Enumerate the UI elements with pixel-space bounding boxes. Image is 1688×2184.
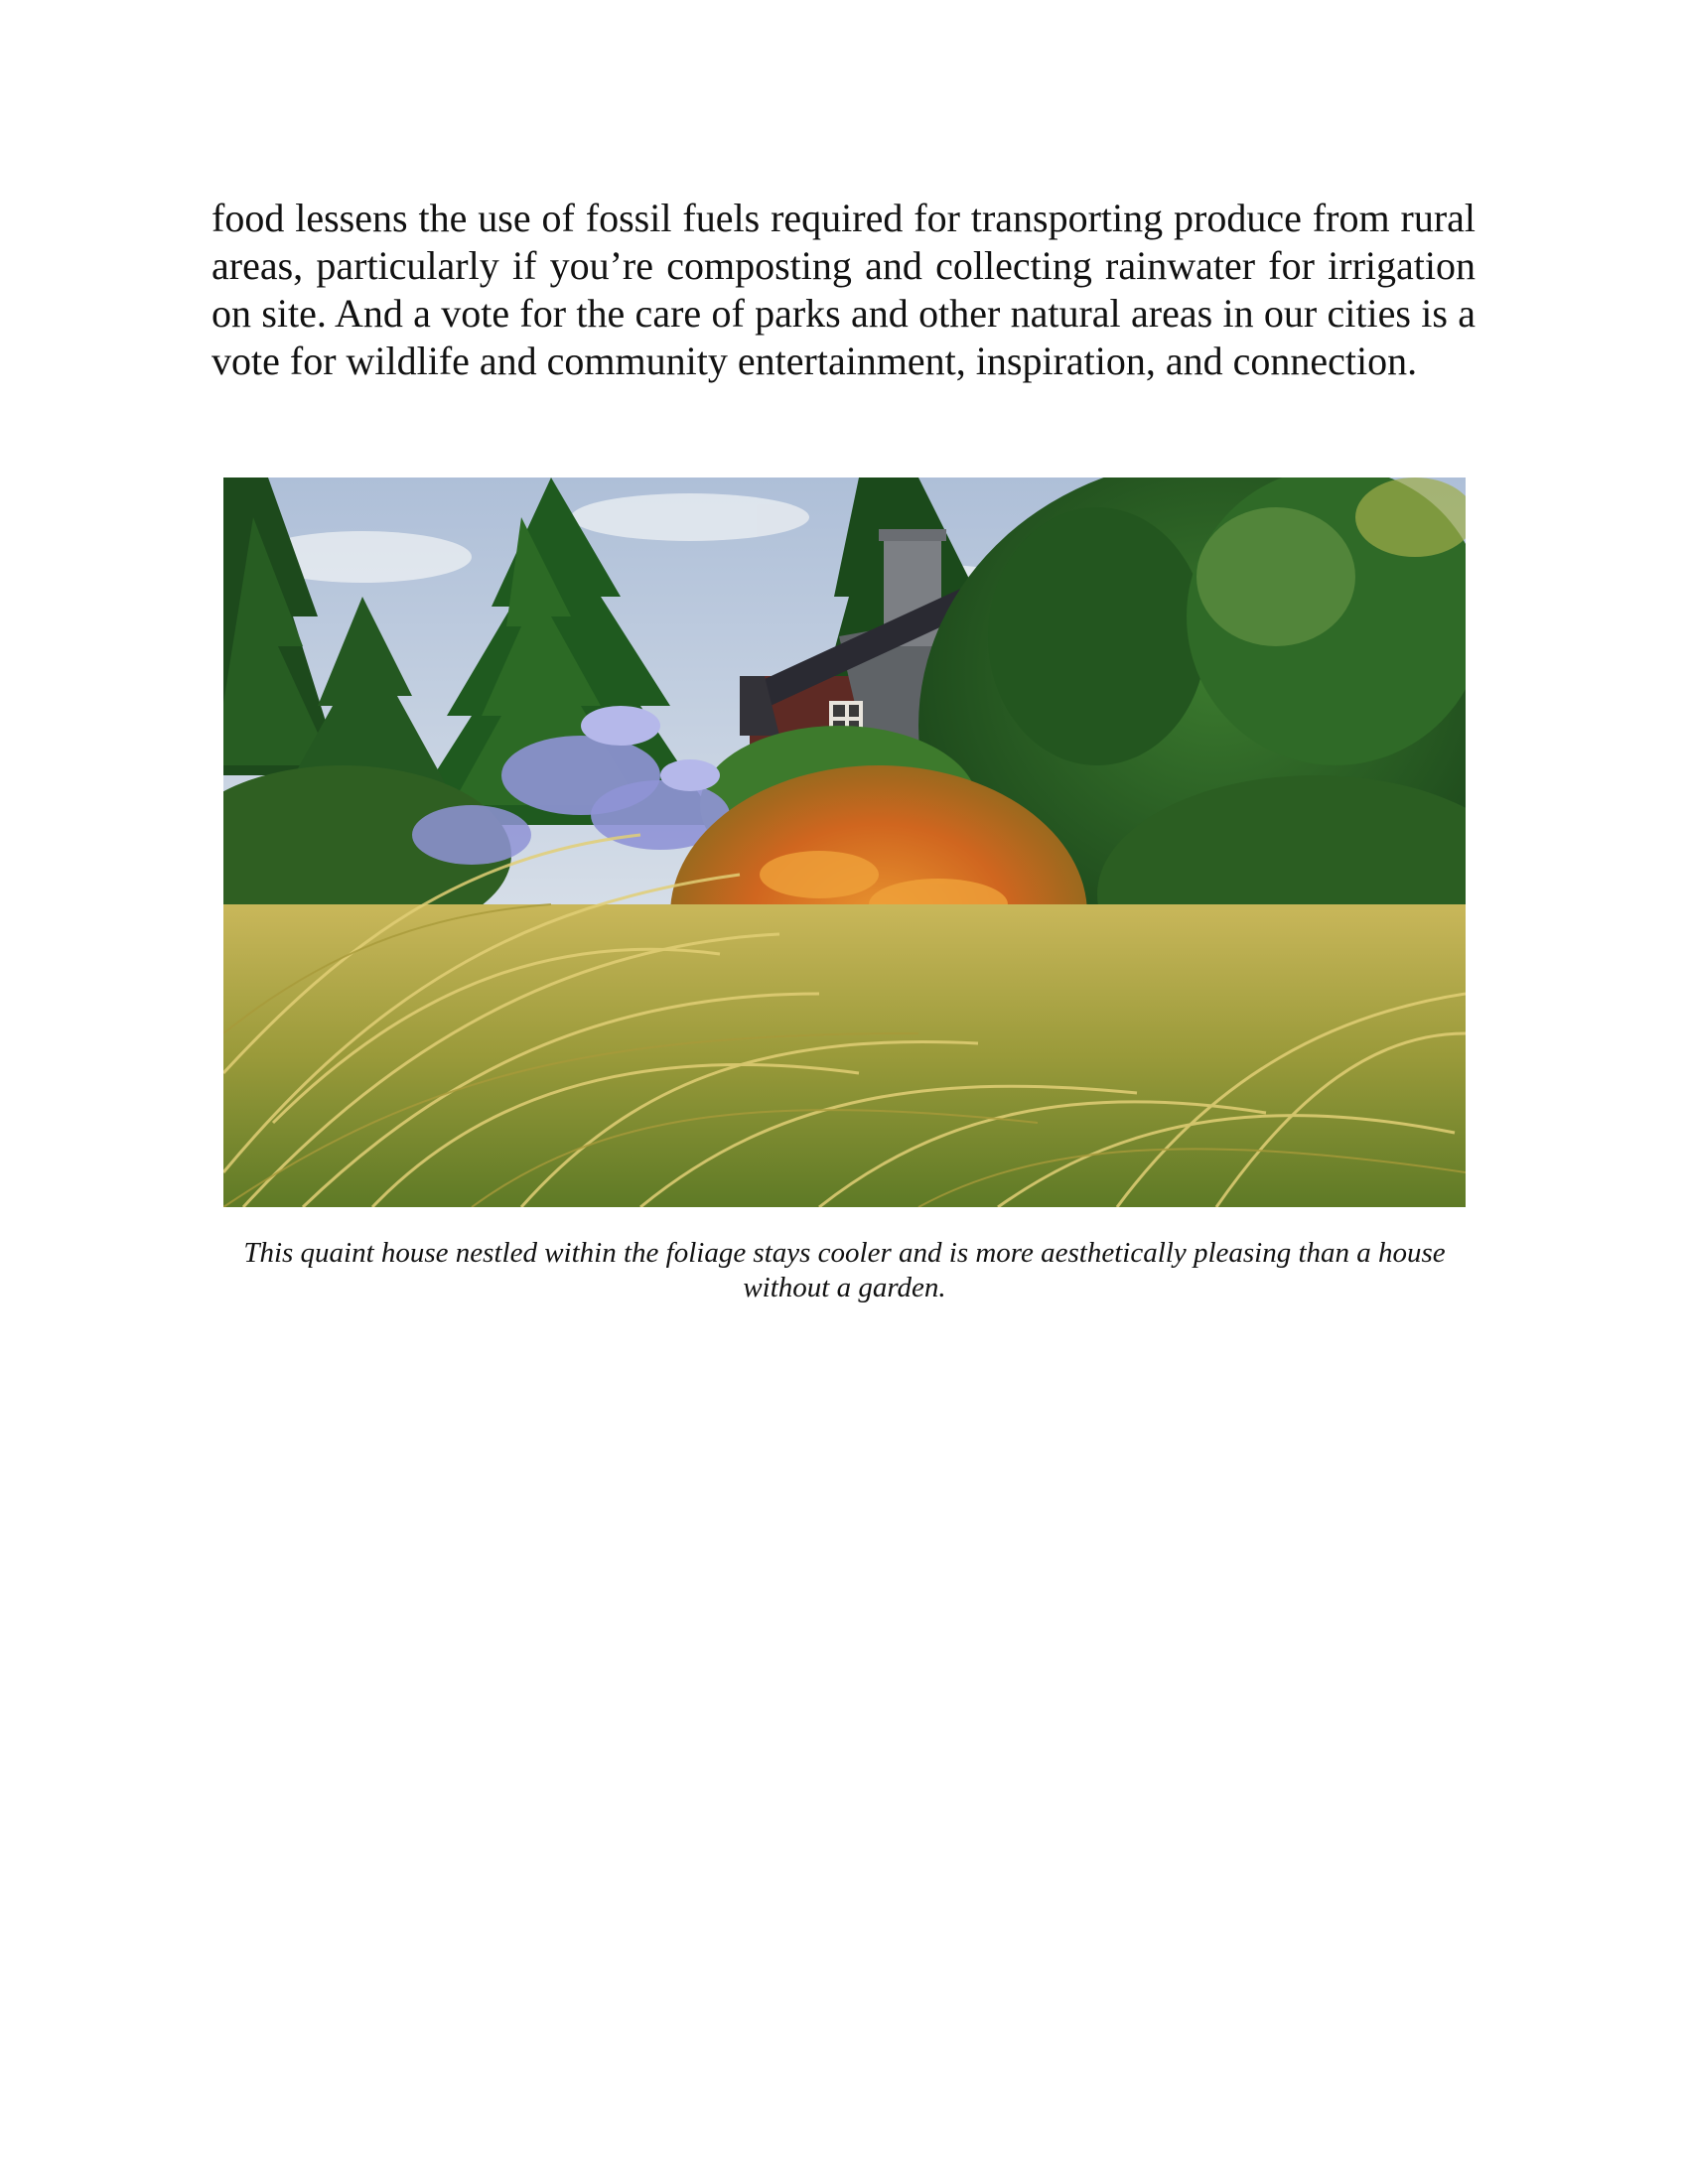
figure-caption: This quaint house nestled within the foliage stays cooler and is more aesthetically pleasing than a house without a garden.: [243, 1237, 1446, 1303]
garden-house-photo: [223, 478, 1466, 1207]
ornamental-grass: [223, 904, 1466, 1207]
body-paragraph: food lessens the use of fossil fuels required for transporting produce from rural areas, particularly if you’re composting and collecting rainwater for irrigation on site. And a vote for the care of parks and other natural areas in our cities is a vote for wildlife and community entertainment, inspiration, and connection.: [211, 196, 1476, 383]
photo-illustration: [223, 478, 1466, 1207]
